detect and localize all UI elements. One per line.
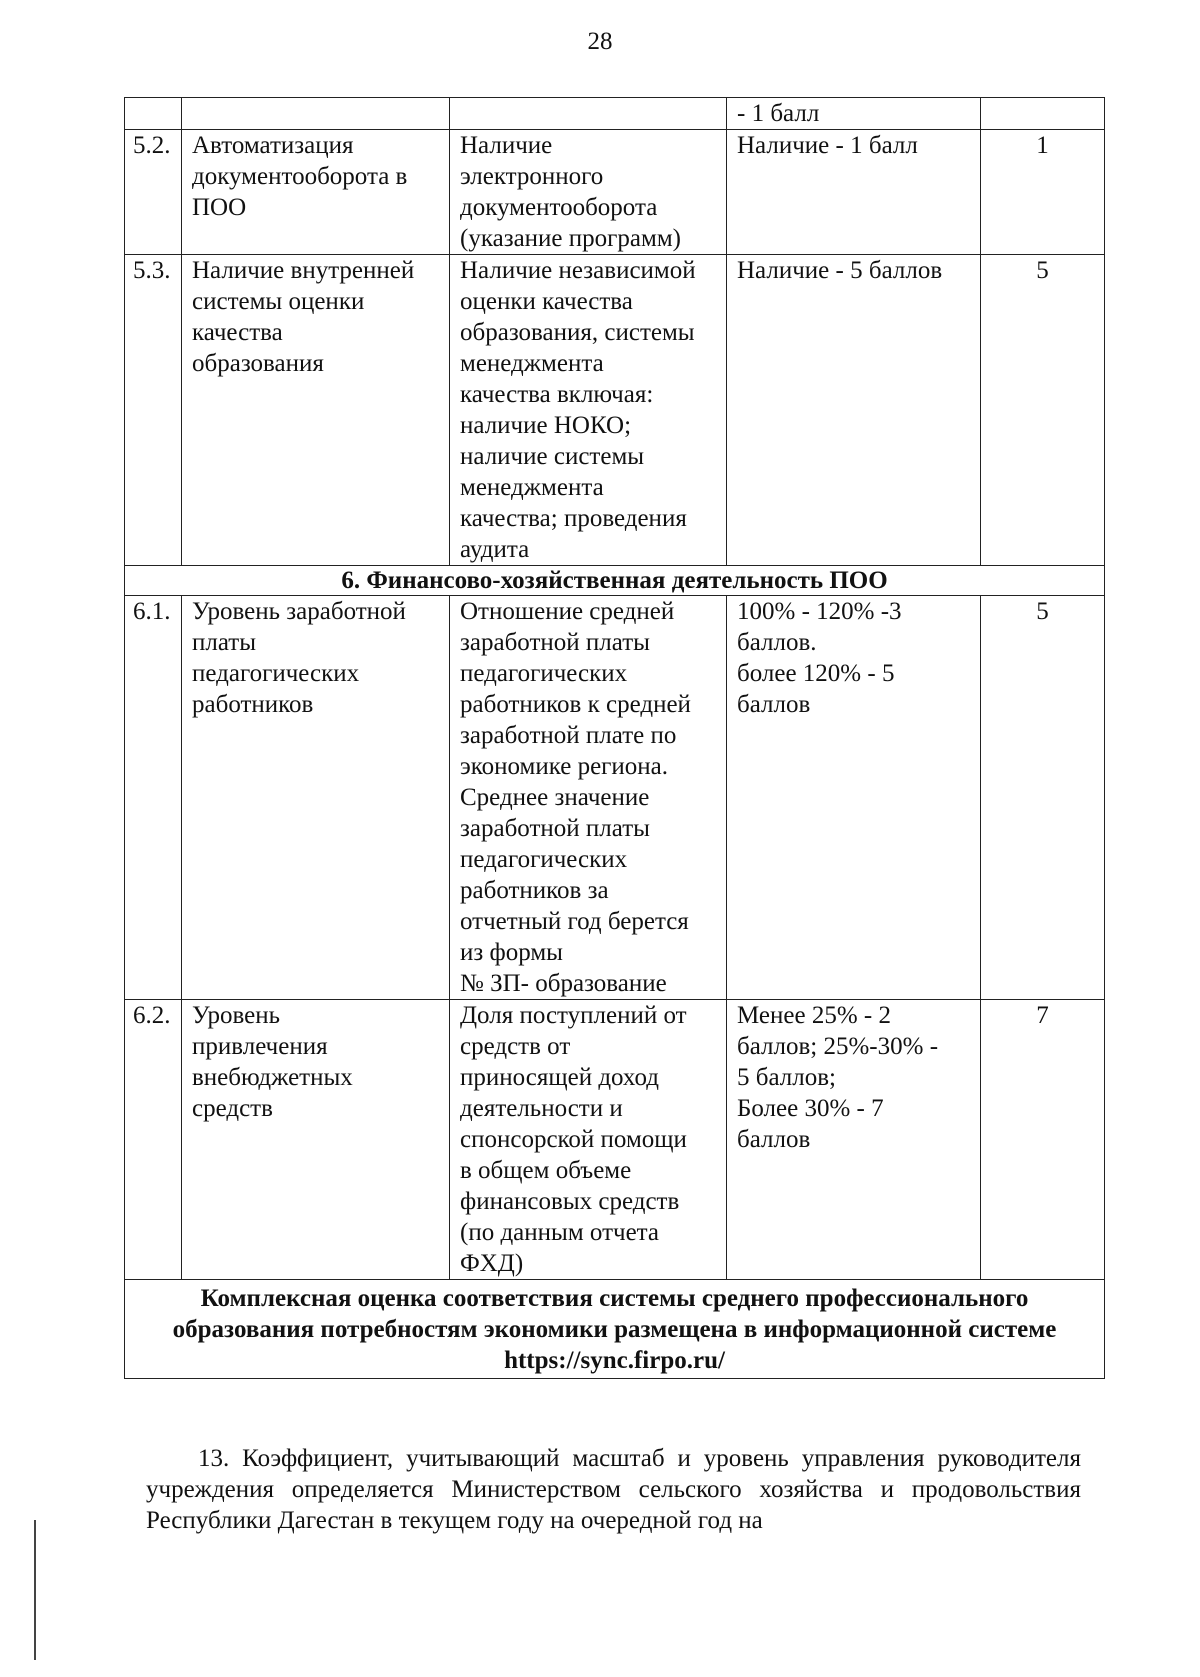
- criterion-cell: [182, 1000, 450, 1280]
- scale-cell: [727, 130, 981, 255]
- row-number: 6.2.: [125, 1000, 182, 1280]
- max-score-cell: 5: [981, 596, 1105, 1000]
- criterion-cell: [182, 255, 450, 566]
- table-row-continuation: [125, 98, 1105, 130]
- max-score-cell: 7: [981, 1000, 1105, 1280]
- criterion-cell: [182, 596, 450, 1000]
- section-header-row: [125, 566, 1105, 596]
- table-row: [125, 255, 1105, 566]
- final-note-row: [125, 1280, 1105, 1379]
- scale-cell: [727, 1000, 981, 1280]
- criterion-text: Уровень заработной платы педагогических работников: [192, 598, 406, 718]
- criterion-cell: [182, 98, 450, 130]
- page-number: 28: [587, 28, 613, 55]
- scale-text: Наличие - 1 балл: [737, 132, 918, 159]
- scan-margin-line: [34, 1520, 36, 1660]
- scale-text: Наличие - 5 баллов: [737, 257, 943, 284]
- indicator-text: Наличие электронного документооборота (указание программ): [460, 132, 681, 252]
- max-score-cell: [981, 98, 1105, 130]
- indicator-cell: [450, 255, 727, 566]
- scale-text: Менее 25% - 2 баллов; 25%-30% - 5 баллов; Более 30% - 7 баллов: [737, 1002, 939, 1153]
- criterion-text: Уровень привлечения внебюджетных средств: [192, 1002, 353, 1122]
- final-note: Комплексная оценка соответствия системы среднего профессионального образования потребностям экономики размещена в информационной системе https://sync.firpo.ru/: [125, 1280, 1105, 1379]
- scale-cell: [727, 98, 981, 130]
- table-row: [125, 1000, 1105, 1280]
- row-number: 6.1.: [125, 596, 182, 1000]
- indicator-text: Отношение средней заработной платы педагогических работников к средней заработной плате по экономике региона. Среднее значение заработной платы педагогических работников за отчетный год берется из формы № ЗП- образование: [460, 598, 691, 997]
- criterion-cell: [182, 130, 450, 255]
- row-number: 5.2.: [125, 130, 182, 255]
- scale-cell: [727, 255, 981, 566]
- scale-text: 100% - 120% -3 баллов. более 120% - 5 баллов: [737, 598, 902, 718]
- max-score-cell: 5: [981, 255, 1105, 566]
- scale-text: - 1 балл: [737, 100, 820, 127]
- max-score-cell: 1: [981, 130, 1105, 255]
- table-row: [125, 130, 1105, 255]
- criterion-text: Наличие внутренней системы оценки качества образования: [192, 257, 415, 377]
- indicator-cell: [450, 1000, 727, 1280]
- indicator-cell: [450, 98, 727, 130]
- indicator-cell: [450, 130, 727, 255]
- scale-cell: [727, 596, 981, 1000]
- criterion-text: Автоматизация документооборота в ПОО: [192, 132, 408, 221]
- indicator-text: Доля поступлений от средств от приносящей доход деятельности и спонсорской помощи в общем объеме финансовых средств (по данным отчета ФХД): [460, 1002, 687, 1277]
- criteria-table: [124, 97, 1105, 1379]
- body-paragraph: 13. Коэффициент, учитывающий масштаб и уровень управления руководителя учреждения определяется Министерством сельского хозяйства и продовольствия Республики Дагестан в текущем году на очередной год на: [146, 1445, 1081, 1534]
- section-title: 6. Финансово-хозяйственная деятельность ПОО: [125, 566, 1105, 596]
- indicator-cell: [450, 596, 727, 1000]
- table-row: [125, 596, 1105, 1000]
- indicator-text: Наличие независимой оценки качества образования, системы менеджмента качества включая: наличие НОКО; наличие системы менеджмента качества; проведения аудита: [460, 257, 696, 563]
- row-number: [125, 98, 182, 130]
- row-number: 5.3.: [125, 255, 182, 566]
